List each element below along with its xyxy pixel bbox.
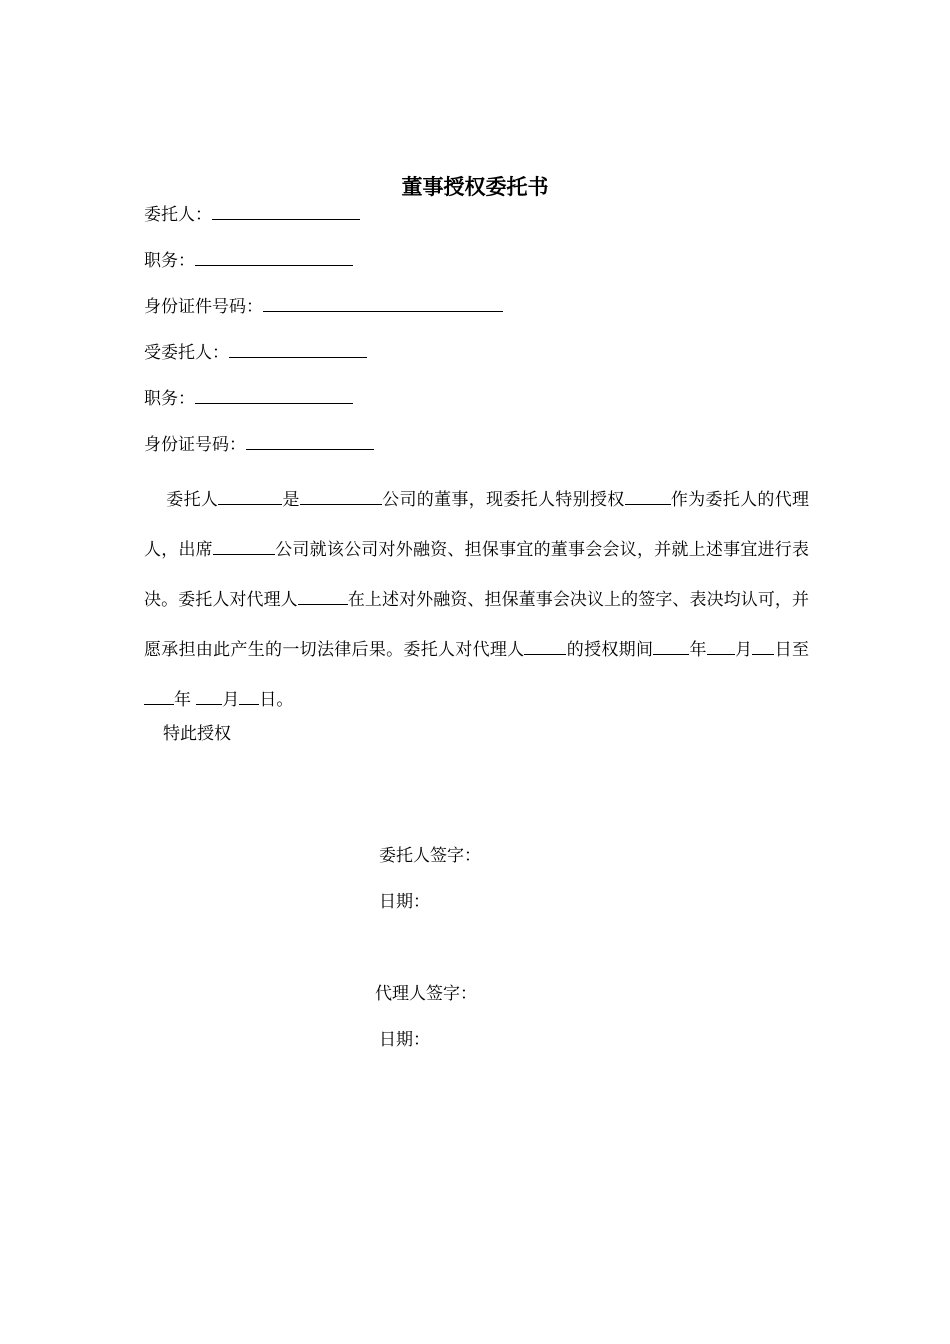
agent-position-label: 职务： [144, 389, 195, 409]
start-year-blank[interactable] [653, 636, 689, 655]
principal-field [144, 199, 360, 228]
agent-position-field [144, 383, 353, 412]
agent-name-blank[interactable] [625, 486, 671, 505]
agent-label: 受委托人： [144, 343, 229, 363]
principal-date-label: 日期： [379, 892, 430, 912]
principal-position-field [144, 245, 353, 274]
agent-id-blank[interactable] [246, 429, 374, 450]
document-title: 董事授权委托书 [401, 174, 549, 199]
agent-field [144, 337, 367, 366]
closing-text: 特此授权 [163, 724, 231, 744]
end-year-blank[interactable] [144, 686, 174, 705]
meeting-company-blank[interactable] [213, 536, 275, 555]
principal-blank[interactable] [212, 199, 360, 220]
principal-id-field [144, 291, 503, 320]
principal-id-blank[interactable] [263, 291, 503, 312]
principal-name-blank[interactable] [218, 486, 282, 505]
start-day-blank[interactable] [752, 636, 774, 655]
end-day-blank[interactable] [239, 686, 259, 705]
principal-id-label: 身份证件号码： [144, 297, 263, 317]
agent-blank[interactable] [229, 337, 367, 358]
principal-position-blank[interactable] [195, 245, 353, 266]
agent-position-blank[interactable] [195, 383, 353, 404]
agent-id-field [144, 429, 374, 458]
agent-date-label: 日期： [379, 1030, 430, 1050]
agent-id-label: 身份证号码： [144, 435, 246, 455]
agent-name-blank-2[interactable] [298, 586, 348, 605]
principal-position-label: 职务： [144, 251, 195, 271]
end-month-blank[interactable] [196, 686, 222, 705]
principal-signature-label: 委托人签字： [379, 846, 481, 866]
agent-signature-label: 代理人签字： [375, 984, 477, 1004]
company-blank[interactable] [300, 486, 382, 505]
start-month-blank[interactable] [707, 636, 735, 655]
authorization-paragraph: 委托人 是 公司的董事，现委托人特别授权 作为委托人的代理人，出席 公司就该公司对外融资、担保事宜的董事会会议，并就上述事宜进行表决。委托人对代理人 在上述对外融资、担保董事会决议上的签字、表决均认可，并愿承担由此产生的一切法律后果。委托人对代理人 的授权期间 年 月 日至年 月 日。 [144, 475, 809, 725]
agent-name-blank-3[interactable] [524, 636, 566, 655]
principal-label: 委托人： [144, 205, 212, 225]
